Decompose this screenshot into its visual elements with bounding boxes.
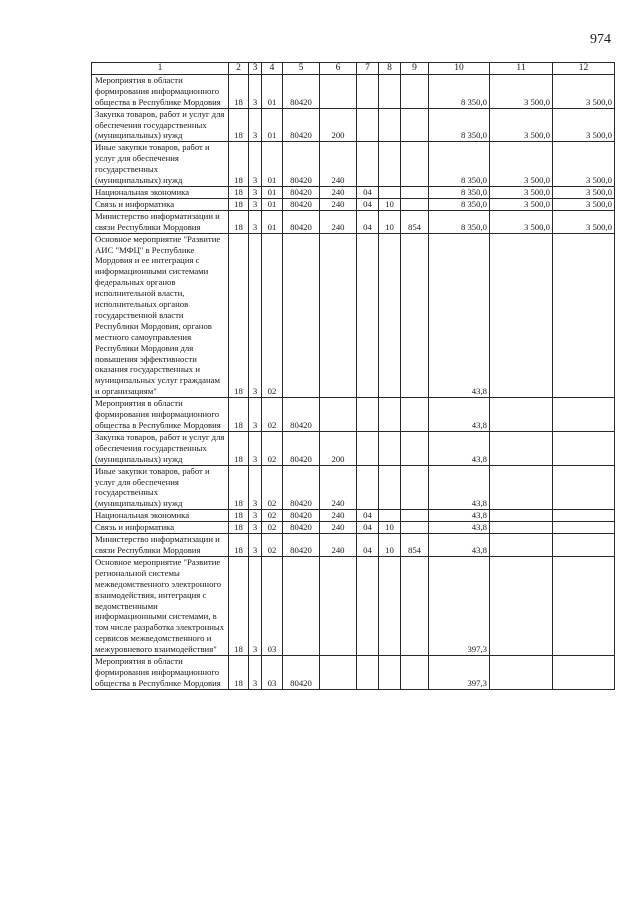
row-value-cell [357,556,379,655]
row-value-cell: 3 500,0 [490,108,553,142]
table-header-row [92,63,615,75]
row-value-cell: 04 [357,210,379,233]
row-value-cell: 80420 [283,522,320,534]
row-value-cell: 8 350,0 [429,142,490,187]
row-value-cell [401,431,429,465]
row-value-cell [490,398,553,432]
row-value-cell: 03 [262,556,283,655]
row-name-cell: Мероприятия в области формирования информационного общества в Республике Мордовия [92,398,229,432]
row-value-cell: 240 [320,142,357,187]
row-value-cell: 3 500,0 [553,198,615,210]
row-value-cell: 02 [262,431,283,465]
row-value-cell: 02 [262,534,283,557]
row-name-cell: Мероприятия в области формирования информационного общества в Республике Мордовия [92,656,229,690]
row-value-cell: 04 [357,522,379,534]
row-value-cell [401,108,429,142]
row-value-cell [401,198,429,210]
table-row [92,431,615,465]
row-value-cell: 3 [249,398,262,432]
row-value-cell: 43,8 [429,431,490,465]
row-value-cell: 18 [229,465,249,510]
row-value-cell [357,233,379,398]
table-row [92,198,615,210]
row-value-cell: 3 [249,142,262,187]
row-value-cell: 8 350,0 [429,186,490,198]
header-cell: 5 [283,63,320,75]
row-value-cell: 02 [262,233,283,398]
row-value-cell: 03 [262,656,283,690]
header-cell: 7 [357,63,379,75]
row-value-cell: 18 [229,431,249,465]
row-value-cell [553,656,615,690]
row-value-cell: 240 [320,522,357,534]
row-value-cell [320,398,357,432]
row-value-cell: 3 [249,186,262,198]
row-value-cell: 80420 [283,465,320,510]
row-value-cell: 18 [229,510,249,522]
row-name-cell: Национальная экономика [92,186,229,198]
row-value-cell: 01 [262,186,283,198]
row-value-cell: 240 [320,198,357,210]
row-value-cell: 8 350,0 [429,210,490,233]
row-value-cell [401,556,429,655]
table-row [92,186,615,198]
row-value-cell [379,186,401,198]
row-value-cell: 02 [262,398,283,432]
row-value-cell: 397,3 [429,656,490,690]
table-row [92,522,615,534]
row-value-cell [553,510,615,522]
row-value-cell [320,556,357,655]
row-value-cell: 80420 [283,198,320,210]
row-value-cell [401,656,429,690]
row-value-cell [357,656,379,690]
row-value-cell: 240 [320,465,357,510]
row-value-cell [401,74,429,108]
row-value-cell [553,431,615,465]
row-value-cell: 80420 [283,510,320,522]
row-value-cell: 8 350,0 [429,108,490,142]
row-value-cell [401,398,429,432]
row-value-cell [401,233,429,398]
row-value-cell: 80420 [283,534,320,557]
row-value-cell: 18 [229,186,249,198]
row-value-cell: 01 [262,198,283,210]
row-value-cell: 3 500,0 [553,210,615,233]
row-value-cell: 18 [229,522,249,534]
row-value-cell: 240 [320,210,357,233]
header-cell: 11 [490,63,553,75]
row-value-cell: 3 500,0 [490,198,553,210]
row-name-cell: Иные закупки товаров, работ и услуг для обеспечения государственных (муниципальных) нужд [92,142,229,187]
table-row [92,510,615,522]
row-name-cell: Министерство информатизации и связи Республики Мордовия [92,210,229,233]
row-name-cell: Связь и информатика [92,522,229,534]
row-value-cell [320,656,357,690]
row-value-cell [553,534,615,557]
row-value-cell: 3 500,0 [490,186,553,198]
row-value-cell: 240 [320,186,357,198]
row-value-cell: 80420 [283,398,320,432]
row-value-cell: 3 [249,510,262,522]
row-value-cell [401,522,429,534]
row-value-cell [357,142,379,187]
row-value-cell [357,431,379,465]
row-value-cell: 01 [262,210,283,233]
row-value-cell: 18 [229,656,249,690]
row-value-cell: 200 [320,108,357,142]
row-value-cell: 3 500,0 [553,74,615,108]
row-value-cell [401,465,429,510]
row-value-cell: 02 [262,465,283,510]
row-value-cell: 43,8 [429,233,490,398]
row-value-cell: 01 [262,74,283,108]
table-row [92,108,615,142]
row-value-cell: 10 [379,522,401,534]
row-value-cell: 43,8 [429,465,490,510]
row-value-cell: 04 [357,534,379,557]
row-value-cell [490,556,553,655]
row-value-cell: 3 500,0 [553,142,615,187]
row-value-cell [283,233,320,398]
row-name-cell: Связь и информатика [92,198,229,210]
row-value-cell [490,510,553,522]
table-row [92,465,615,510]
row-value-cell [379,510,401,522]
header-cell: 3 [249,63,262,75]
row-value-cell [490,233,553,398]
row-value-cell: 43,8 [429,510,490,522]
row-value-cell: 3 [249,656,262,690]
row-value-cell: 3 500,0 [490,142,553,187]
table-row [92,233,615,398]
header-cell: 1 [92,63,229,75]
row-name-cell: Закупка товаров, работ и услуг для обеспечения государственных (муниципальных) нужд [92,431,229,465]
row-value-cell: 240 [320,510,357,522]
row-value-cell: 43,8 [429,522,490,534]
row-value-cell: 18 [229,534,249,557]
row-value-cell: 8 350,0 [429,74,490,108]
row-value-cell: 43,8 [429,534,490,557]
row-value-cell [379,108,401,142]
table-row [92,74,615,108]
table-row [92,142,615,187]
row-name-cell: Основное мероприятие "Развитие региональной системы межведомственного электронного взаимодействия, интеграция с ведомственными информационными системами, в том числе разработка электронных сервисов межведомственного и межуровневого взаимодействия" [92,556,229,655]
row-value-cell [357,398,379,432]
row-value-cell [553,398,615,432]
table-row [92,556,615,655]
row-value-cell [401,510,429,522]
row-value-cell [553,465,615,510]
header-cell: 12 [553,63,615,75]
row-value-cell: 3 500,0 [553,108,615,142]
row-value-cell: 01 [262,142,283,187]
row-value-cell: 01 [262,108,283,142]
row-value-cell: 3 [249,74,262,108]
row-value-cell: 18 [229,74,249,108]
row-value-cell: 18 [229,108,249,142]
row-value-cell [320,233,357,398]
row-value-cell: 397,3 [429,556,490,655]
row-value-cell: 18 [229,210,249,233]
row-value-cell: 240 [320,534,357,557]
row-value-cell: 3 [249,210,262,233]
row-value-cell [401,142,429,187]
header-cell: 10 [429,63,490,75]
row-value-cell: 18 [229,398,249,432]
row-name-cell: Мероприятия в области формирования информационного общества в Республике Мордовия [92,74,229,108]
row-name-cell: Основное мероприятие "Развитие АИС "МФЦ" в Республике Мордовия и ее интеграция с информационными системами федеральных органов исполнительной власти, исполнительных органов государственной власти Республики Мордовия, органов местного самоуправления Республики Мордовия для повышения эффективности оказания государственных и муниципальных услуг гражданам и организациям" [92,233,229,398]
row-value-cell: 10 [379,210,401,233]
row-value-cell [379,233,401,398]
table-row [92,398,615,432]
table-row [92,210,615,233]
row-value-cell: 3 500,0 [553,186,615,198]
row-value-cell: 80420 [283,210,320,233]
header-cell: 9 [401,63,429,75]
row-value-cell: 04 [357,186,379,198]
row-value-cell: 3 [249,556,262,655]
row-value-cell: 200 [320,431,357,465]
row-value-cell: 80420 [283,656,320,690]
row-value-cell: 43,8 [429,398,490,432]
row-value-cell: 3 [249,233,262,398]
row-value-cell: 04 [357,198,379,210]
row-value-cell [553,556,615,655]
row-value-cell: 3 [249,108,262,142]
row-value-cell [553,522,615,534]
row-value-cell: 3 [249,431,262,465]
row-value-cell [379,398,401,432]
row-value-cell: 3 500,0 [490,210,553,233]
row-value-cell: 18 [229,198,249,210]
row-value-cell: 02 [262,522,283,534]
row-value-cell: 3 500,0 [490,74,553,108]
row-value-cell [490,431,553,465]
row-value-cell [379,142,401,187]
row-value-cell [283,556,320,655]
row-value-cell [490,656,553,690]
row-value-cell [490,534,553,557]
row-value-cell: 18 [229,142,249,187]
row-value-cell [490,522,553,534]
header-cell: 4 [262,63,283,75]
row-value-cell [379,74,401,108]
row-value-cell [401,186,429,198]
row-value-cell: 04 [357,510,379,522]
row-value-cell: 3 [249,198,262,210]
row-name-cell: Министерство информатизации и связи Республики Мордовия [92,534,229,557]
row-value-cell [379,465,401,510]
header-cell: 6 [320,63,357,75]
row-value-cell [379,431,401,465]
row-value-cell: 80420 [283,74,320,108]
row-value-cell [379,656,401,690]
row-value-cell: 854 [401,210,429,233]
row-value-cell: 3 [249,465,262,510]
row-name-cell: Иные закупки товаров, работ и услуг для обеспечения государственных (муниципальных) нужд [92,465,229,510]
table-row [92,656,615,690]
row-value-cell: 80420 [283,186,320,198]
row-value-cell: 10 [379,534,401,557]
row-value-cell: 02 [262,510,283,522]
row-value-cell: 854 [401,534,429,557]
row-name-cell: Закупка товаров, работ и услуг для обеспечения государственных (муниципальных) нужд [92,108,229,142]
row-value-cell [357,74,379,108]
page-number: 974 [590,32,611,47]
row-value-cell: 80420 [283,142,320,187]
row-value-cell: 10 [379,198,401,210]
table-row [92,534,615,557]
row-value-cell: 18 [229,233,249,398]
row-value-cell [320,74,357,108]
row-value-cell [357,465,379,510]
row-value-cell [553,233,615,398]
header-cell: 2 [229,63,249,75]
row-value-cell: 80420 [283,431,320,465]
header-cell: 8 [379,63,401,75]
row-value-cell: 18 [229,556,249,655]
row-name-cell: Национальная экономика [92,510,229,522]
budget-table [91,62,615,690]
row-value-cell: 3 [249,534,262,557]
row-value-cell [357,108,379,142]
row-value-cell: 80420 [283,108,320,142]
row-value-cell [379,556,401,655]
row-value-cell: 8 350,0 [429,198,490,210]
row-value-cell [490,465,553,510]
row-value-cell: 3 [249,522,262,534]
